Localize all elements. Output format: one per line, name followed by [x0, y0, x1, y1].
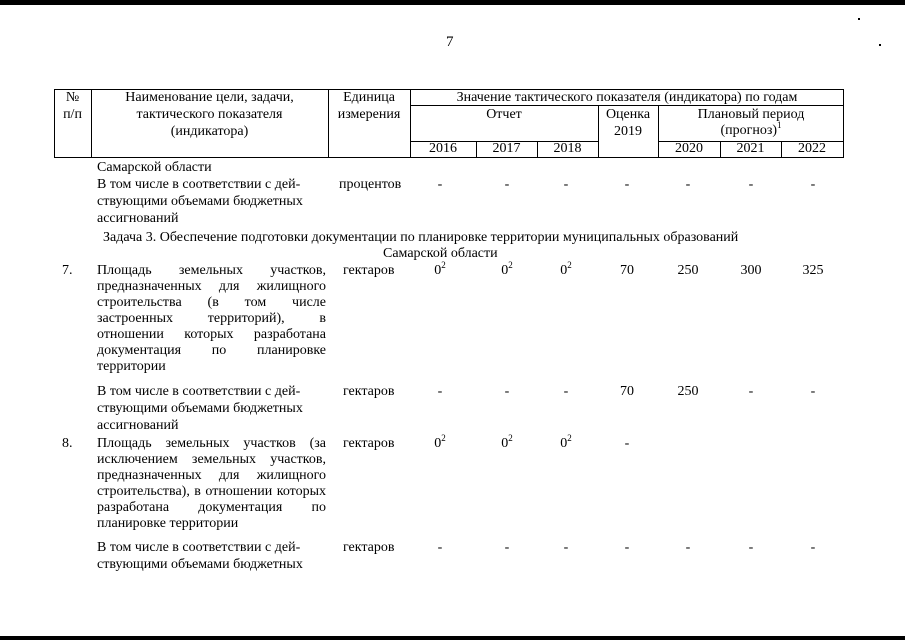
value-2017: $0^2$ — [501, 433, 513, 451]
col-unit-header-1: Единица — [343, 90, 395, 105]
plan-header-2: (прогноз)$^1$ — [720, 120, 782, 138]
unit-value: гектаров — [343, 540, 395, 555]
value-2021: 300 — [740, 263, 762, 278]
unit-value: гектаров — [343, 263, 395, 278]
estimate-header-2: 2019 — [614, 124, 642, 139]
scan-speck — [858, 18, 860, 20]
value-2018: $0^2$ — [560, 260, 572, 278]
value-2020: 250 — [677, 263, 699, 278]
row-number: 7. — [62, 263, 73, 278]
value-2016: $0^2$ — [434, 433, 446, 451]
report-header: Отчет — [486, 107, 522, 122]
page-number: 7 — [446, 34, 454, 50]
scan-speck — [879, 44, 881, 46]
value-2019: - — [624, 436, 630, 451]
value-2017: $0^2$ — [501, 260, 513, 278]
top-border — [0, 0, 905, 5]
plan-header-1: Плановый период — [697, 107, 805, 122]
unit-value: гектаров — [343, 384, 395, 399]
estimate-header-1: Оценка — [605, 107, 651, 122]
year-2017: 2017 — [492, 141, 521, 156]
col-unit-header-2: измерения — [337, 107, 401, 122]
col-name-header-2: тактического показателя — [136, 107, 283, 122]
task-heading: Задача 3. Обеспечение подготовки документации по планировке территории муниципальных образований — [103, 230, 739, 245]
year-2020: 2020 — [675, 141, 703, 156]
bottom-border — [0, 636, 905, 640]
row-number: 8. — [62, 436, 73, 451]
col-name-header-3: (индикатора) — [170, 124, 249, 139]
year-2018: 2018 — [553, 141, 582, 156]
indicator-name: Площадь земельных участков, предназначенных для жилищного строительства (в том числе застроенных территорий), в отношении которых разработана документация по планировке территории — [97, 263, 326, 374]
values-header: Значение тактического показателя (индикатора) по годам — [456, 90, 798, 105]
task-heading-cont: Самарской области — [383, 246, 498, 261]
indicator-name: Площадь земельных участков (за исключением земельных участков, предназначенных для жилищного строительства), в отношении которых разработана документация по планировке территории — [97, 436, 326, 531]
col-num-header-2: п/п — [63, 107, 82, 122]
value-2018: $0^2$ — [560, 433, 572, 451]
value-2016: $0^2$ — [434, 260, 446, 278]
unit-value: процентов — [339, 177, 402, 192]
year-2022: 2022 — [798, 141, 826, 156]
col-num-header-1: № — [65, 90, 80, 105]
unit-value: гектаров — [343, 436, 395, 451]
row-name-line: Самарской области — [97, 160, 212, 175]
value-2019: 70 — [620, 263, 634, 278]
year-2016: 2016 — [429, 141, 457, 156]
value-2022: 325 — [802, 263, 824, 278]
col-name-header-1: Наименование цели, задачи, — [125, 90, 294, 105]
year-2021: 2021 — [736, 141, 765, 156]
